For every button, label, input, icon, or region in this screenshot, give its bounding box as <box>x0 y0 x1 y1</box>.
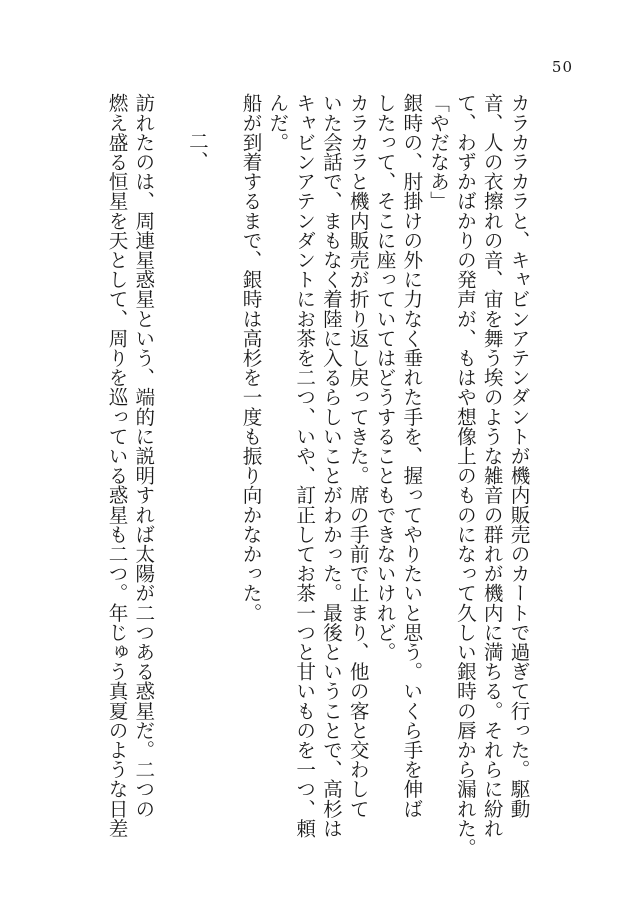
text-line: キャビンアテンダントにお茶を二つ、いや、訂正してお茶一つと甘いものを一つ、頼 <box>292 93 316 838</box>
text-line: 「やだなあ」 <box>426 93 450 211</box>
text-line: 訪れたのは、周連星惑星という、端的に説明すれば太陽が二つある惑星だ。二つの <box>131 93 155 819</box>
text-line: んだ。 <box>265 93 289 152</box>
text-line: 燃え盛る恒星を天として、周りを巡っている惑星も二つ。年じゅう真夏のような日差 <box>105 93 129 838</box>
text-line: 船が到着するまで、銀時は高杉を一度も振り向かなかった。 <box>239 93 263 623</box>
text-line: したって、そこに座っていてはどうすることもできないけれど。 <box>373 93 397 662</box>
text-line: て、わずかばかりの発声が、もはや想像上のものになって久しい銀時の唇から漏れた。 <box>453 93 477 858</box>
page-number: 50 <box>551 58 573 76</box>
text-line: カラカラカラと、キャビンアテンダントが機内販売のカートで過ぎて行った。駆動 <box>507 93 530 819</box>
vertical-text-body <box>102 93 531 883</box>
text-line: カラカラと機内販売が折り返し戻ってきた。席の手前で止まり、他の客と交わして <box>346 93 370 819</box>
text-line: 音、人の衣擦れの音、宙を舞う埃のような雑音の群れが機内に満ちる。それらに紛れ <box>480 93 504 838</box>
text-line: いた会話で、まもなく着陸に入るらしいことがわかった。最後ということで、高杉は <box>319 93 343 838</box>
section-gap <box>209 93 236 883</box>
text-line: 銀時の、肘掛けの外に力なく垂れた手を、握ってやりたいと思う。いくら手を伸ば <box>399 93 423 819</box>
section-heading: 二、 <box>185 131 209 171</box>
section-gap <box>156 93 183 883</box>
